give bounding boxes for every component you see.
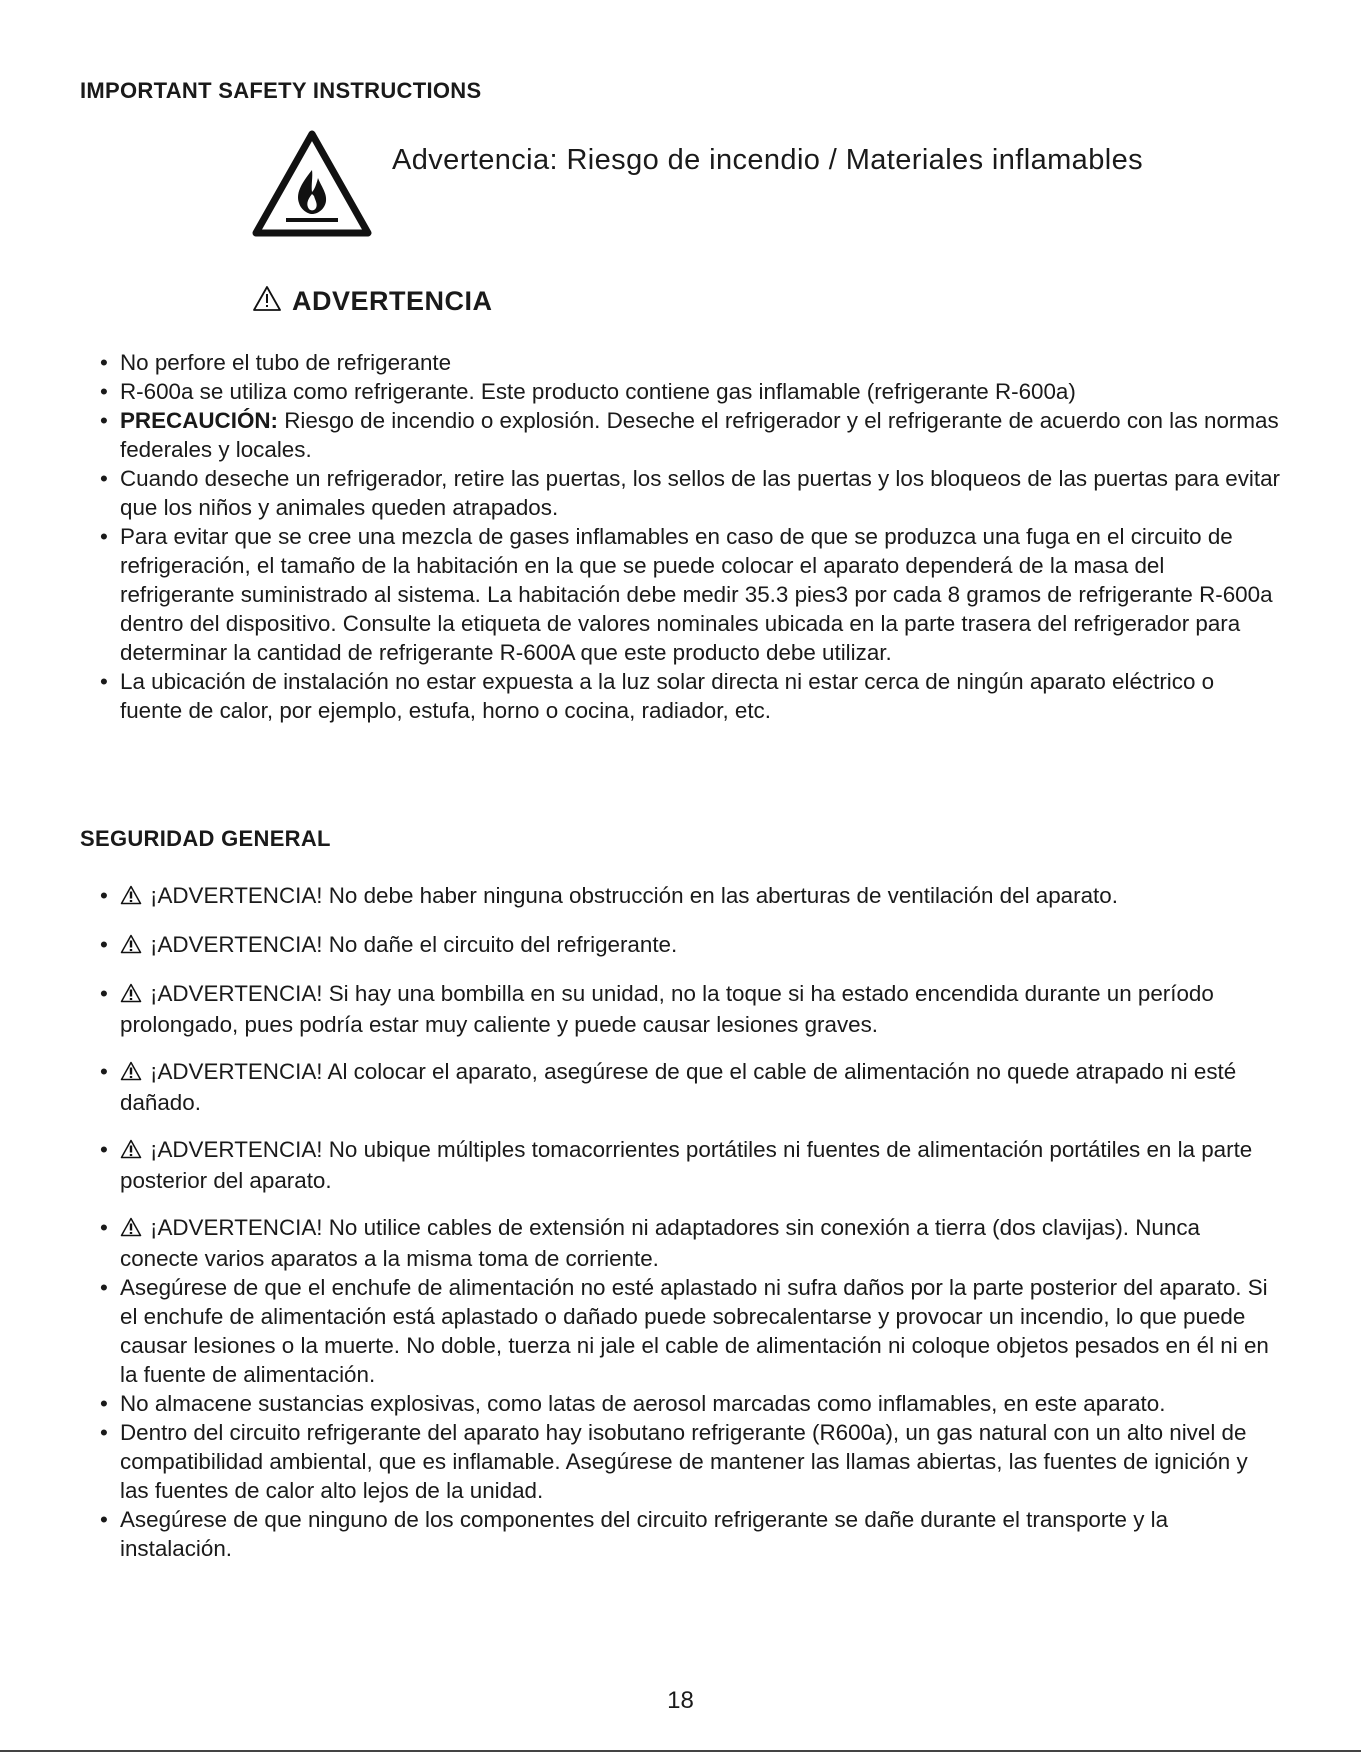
list-item: • PRECAUCIÓN: Riesgo de incendio o explosión. Deseche el refrigerador y el refrigerante de acuerdo con las normas federales y locales. (100, 406, 1280, 464)
advertencia-header (252, 285, 493, 317)
flammable-warning-icon (252, 130, 372, 238)
list-item: • ¡ADVERTENCIA! No dañe el circuito del refrigerante. (100, 930, 1280, 961)
page-bottom-rule (0, 1750, 1361, 1752)
warning-triangle-icon (120, 883, 142, 912)
list-item: • La ubicación de instalación no estar expuesta a la luz solar directa ni estar cerca de ningún aparato eléctrico o fuente de calor, por ejemplo, estufa, horno o cocina, radiador, etc. (100, 667, 1280, 725)
precaution-label: PRECAUCIÓN: (120, 408, 278, 433)
list-item: • No perfore el tubo de refrigerante (100, 348, 1280, 377)
warning-triangle-icon (120, 932, 142, 961)
list-item: • ¡ADVERTENCIA! Al colocar el aparato, asegúrese de que el cable de alimentación no quede atrapado ni esté dañado. (100, 1057, 1280, 1117)
list-item: • ¡ADVERTENCIA! Si hay una bombilla en su unidad, no la toque si ha estado encendida durante un período prolongado, pues podría estar muy caliente y puede causar lesiones graves. (100, 979, 1280, 1039)
fire-warning-title: Advertencia: Riesgo de incendio / Materiales inflamables (392, 143, 1144, 176)
list-item: • Asegúrese de que ninguno de los componentes del circuito refrigerante se dañe durante el transporte y la instalación. (100, 1505, 1280, 1563)
warning-triangle-icon (252, 285, 282, 317)
list-item: • R-600a se utiliza como refrigerante. Este producto contiene gas inflamable (refrigerante R-600a) (100, 377, 1280, 406)
warning-triangle-icon (120, 1215, 142, 1244)
warning-triangle-icon (120, 1059, 142, 1088)
list-item: • ¡ADVERTENCIA! No ubique múltiples tomacorrientes portátiles ni fuentes de alimentación portátiles en la parte posterior del aparato. (100, 1135, 1280, 1195)
list-item: • Cuando deseche un refrigerador, retire las puertas, los sellos de las puertas y los bloqueos de las puertas para evitar que los niños y animales queden atrapados. (100, 464, 1280, 522)
advertencia-label: ADVERTENCIA (292, 285, 493, 316)
warning-triangle-icon (120, 981, 142, 1010)
warning-triangle-icon (120, 1137, 142, 1166)
list-item: • Para evitar que se cree una mezcla de gases inflamables en caso de que se produzca una fuga en el circuito de refrigeración, el tamaño de la habitación en la que se puede colocar el aparato dependerá de la masa del refrigerante suministrado al sistema. La habitación debe medir 35.3 pies3 por cada 8 gramos de refrigerante R-600a dentro del dispositivo. Consulte la etiqueta de valores nominales ubicada en la parte trasera del refrigerador para determinar la cantidad de refrigerante R-600A que este producto debe utilizar. (100, 522, 1280, 667)
safety-instructions-list (100, 348, 1280, 725)
list-item: • No almacene sustancias explosivas, como latas de aerosol marcadas como inflamables, en este aparato. (100, 1389, 1280, 1418)
list-item: • Asegúrese de que el enchufe de alimentación no esté aplastado ni sufra daños por la parte posterior del aparato. Si el enchufe de alimentación está aplastado o dañado puede sobrecalentarse y provocar un incendio, lo que puede causar lesiones o la muerte. No doble, tuerza ni jale el cable de alimentación ni coloque objetos pesados en él ni en la fuente de alimentación. (100, 1273, 1280, 1389)
list-item: • ¡ADVERTENCIA! No utilice cables de extensión ni adaptadores sin conexión a tierra (dos clavijas). Nunca conecte varios aparatos a la misma toma de corriente. (100, 1213, 1280, 1273)
fire-warning-banner (252, 130, 1143, 238)
page-number: 18 (667, 1687, 694, 1714)
general-safety-list (100, 881, 1280, 1563)
section-heading-general: SEGURIDAD GENERAL (80, 826, 331, 851)
section-heading-safety: IMPORTANT SAFETY INSTRUCTIONS (80, 78, 482, 103)
list-item: • Dentro del circuito refrigerante del aparato hay isobutano refrigerante (R600a), un gas natural con un alto nivel de compatibilidad ambiental, que es inflamable. Asegúrese de mantener las llamas abiertas, las fuentes de ignición y las fuentes de calor alto lejos de la unidad. (100, 1418, 1280, 1505)
list-item: • ¡ADVERTENCIA! No debe haber ninguna obstrucción en las aberturas de ventilación del aparato. (100, 881, 1280, 912)
